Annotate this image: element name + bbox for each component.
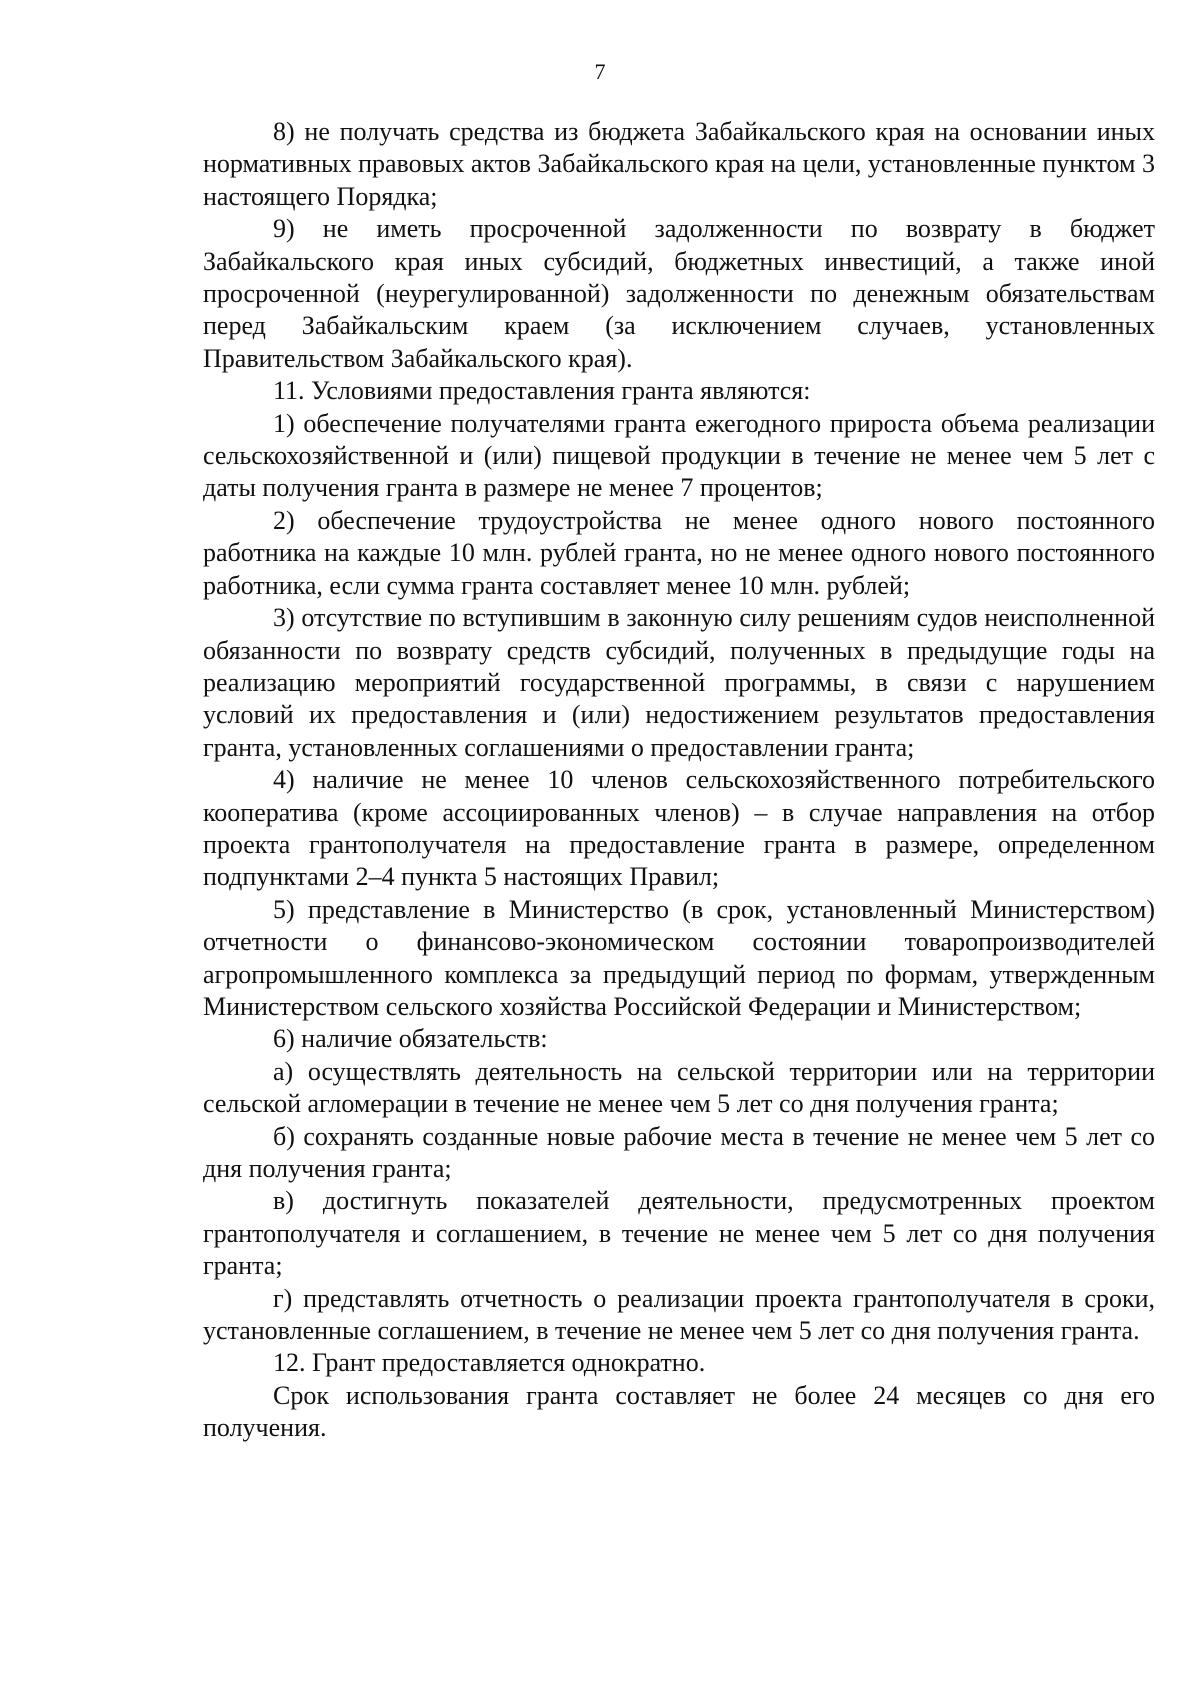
- paragraph-obligation-b: б) сохранять созданные новые рабочие места в течение не менее чем 5 лет со дня получения гранта;: [203, 1121, 1155, 1183]
- paragraph-section-12: 12. Грант предоставляется однократно.: [273, 1348, 706, 1378]
- paragraph-obligation-a: а) осуществлять деятельность на сельской территории или на территории сельской агломерации в течение не менее чем 5 лет со дня получения гранта;: [203, 1056, 1155, 1119]
- page-number: 7: [594, 59, 606, 84]
- paragraph-section-11: 11. Условиями предоставления гранта являются:: [273, 376, 811, 406]
- paragraph-condition-3: 3) отсутствие по вступившим в законную силу решениям судов неисполненной обязанности по возврату средств субсидий, полученных в предыдущие годы на реализацию мероприятий государственной программы, в связи с нарушением условий их предоставления и (или) недостижением результатов предоставления гранта, установленных соглашениями о предоставлении гранта;: [203, 603, 1155, 762]
- paragraph-condition-1: 1) обеспечение получателями гранта ежегодного прироста объема реализации сельскохозяйственной и (или) пищевой продукции в течение не менее чем 5 лет с даты получения гранта в размере не менее 7 процентов;: [203, 408, 1155, 503]
- paragraph-item-8: 8) не получать средства из бюджета Забайкальского края на основании иных нормативных правовых актов Забайкальского края на цели, установленные пунктом 3 настоящего Порядка;: [203, 117, 1155, 211]
- paragraph-grant-term: Срок использования гранта составляет не более 24 месяцев со дня его получения.: [203, 1380, 1155, 1443]
- paragraph-obligation-v: в) достигнуть показателей деятельности, предусмотренных проектом грантополучателя и соглашением, в течение не менее чем 5 лет со дня получения гранта;: [203, 1186, 1155, 1281]
- paragraph-obligation-g: г) представлять отчетность о реализации проекта грантополучателя в сроки, установленные соглашением, в течение не менее чем 5 лет со дня получения гранта.: [203, 1283, 1155, 1346]
- paragraph-condition-4: 4) наличие не менее 10 членов сельскохозяйственного потребительского кооператива (кроме ассоциированных членов) – в случае направления на отбор проекта грантополучателя на предоставление гранта в размере, определенном подпунктами 2–4 пункта 5 настоящих Правил;: [203, 765, 1155, 892]
- paragraph-item-9: 9) не иметь просроченной задолженности по возврату в бюджет Забайкальского края иных субсидий, бюджетных инвестиций, а также иной просроченной (неурегулированной) задолженности по денежным обязательствам перед Забайкальским краем (за исключением случаев, установленных Правительством Забайкальского края).: [203, 214, 1155, 373]
- paragraph-condition-6: 6) наличие обязательств:: [273, 1024, 548, 1054]
- paragraph-condition-5: 5) представление в Министерство (в срок, установленный Министерством) отчетности о финансово-экономическом состоянии товаропроизводителей агропромышленного комплекса за предыдущий период по формам, утвержденным Министерством сельского хозяйства Российской Федерации и Министерством;: [203, 894, 1155, 1021]
- paragraph-condition-2: 2) обеспечение трудоустройства не менее одного нового постоянного работника на каждые 10 млн. рублей гранта, но не менее одного нового постоянного работника, если сумма гранта составляет менее 10 млн. рублей;: [203, 505, 1155, 600]
- document-body: [203, 116, 1155, 1445]
